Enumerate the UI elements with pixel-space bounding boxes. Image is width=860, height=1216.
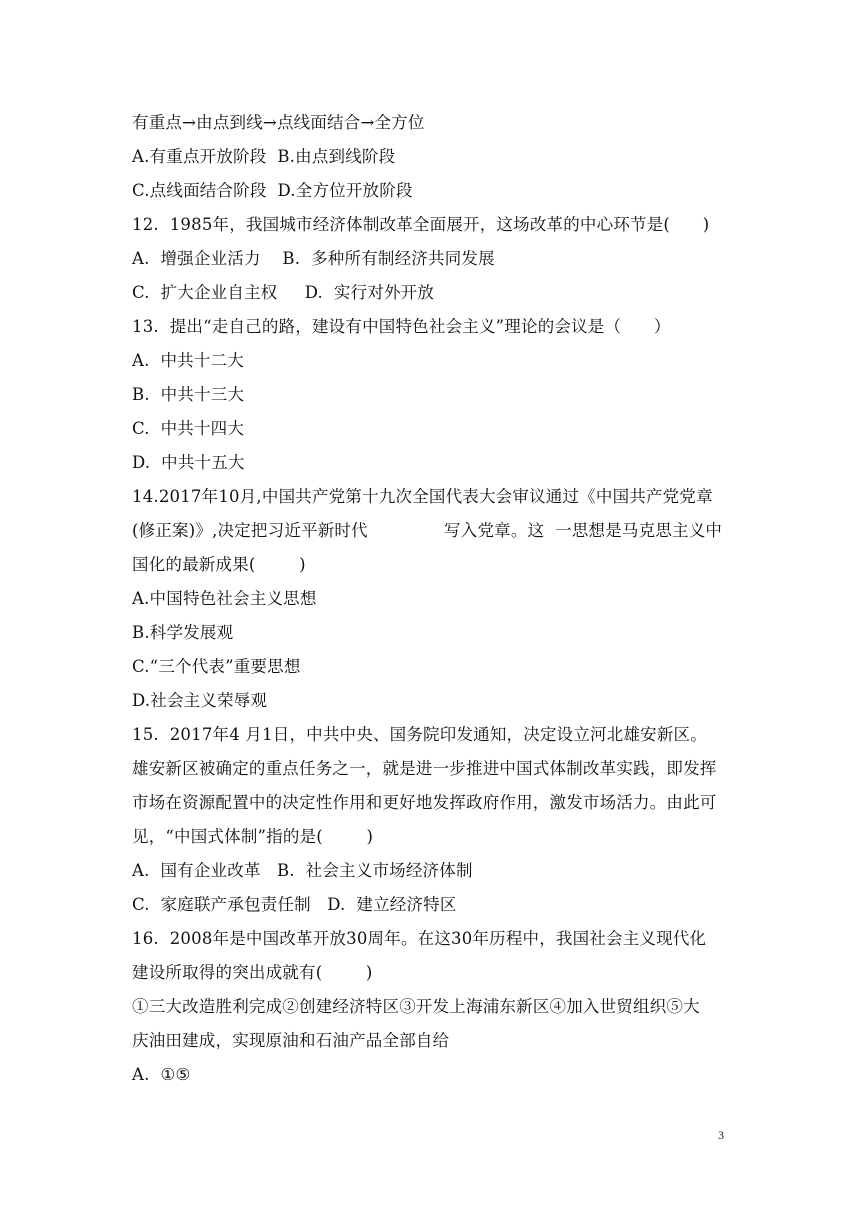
question-16: 16. 2008年是中国改革开放30周年。在这30年历程中，我国社会主义现代化 — [132, 929, 707, 948]
answer-option-c: C. 中共十四大 — [132, 419, 245, 438]
page-number: 3 — [718, 1128, 724, 1142]
question-15-continued: 见，“中国式体制”指的是( ) — [132, 827, 374, 846]
question-12: 12. 1985年，我国城市经济体制改革全面展开，这场改革的中心环节是( ) — [132, 215, 710, 234]
answer-option-d: D.社会主义荣辱观 — [132, 691, 268, 710]
answer-option-line: C.点线面结合阶段 D.全方位开放阶段 — [132, 181, 413, 200]
question-13: 13. 提出“走自己的路，建设有中国特色社会主义”理论的会议是（ ） — [132, 317, 671, 336]
question-16-items: 庆油田建成，实现原油和石油产品全部自给 — [132, 1031, 450, 1050]
answer-option-line: A.有重点开放阶段 B.由点到线阶段 — [132, 147, 396, 166]
answer-option-line: C. 扩大企业自主权 D. 实行对外开放 — [132, 283, 435, 302]
answer-option-a: A. ①⑤ — [132, 1065, 191, 1084]
document-body — [132, 106, 732, 1092]
question-14-continued: 国化的最新成果( ) — [132, 555, 306, 574]
answer-option-b: B. 中共十三大 — [132, 385, 245, 404]
question-15-continued: 雄安新区被确定的重点任务之一，就是进一步推进中国式体制改革实践，即发挥 — [132, 759, 717, 778]
question-16-continued: 建设所取得的突出成就有( ) — [132, 963, 373, 982]
answer-option-b: B.科学发展观 — [132, 623, 234, 642]
answer-option-line: A. 增强企业活力 B. 多种所有制经济共同发展 — [132, 249, 495, 268]
answer-option-a: A.中国特色社会主义思想 — [132, 589, 317, 608]
question-14: 14.2017年10月,中国共产党第十九次全国代表大会审议通过《中国共产党党章 — [132, 487, 713, 506]
answer-option-line: A. 国有企业改革 B. 社会主义市场经济体制 — [132, 861, 473, 880]
answer-option-line: C. 家庭联产承包责任制 D. 建立经济特区 — [132, 895, 457, 914]
answer-option-c: C.“三个代表”重要思想 — [132, 657, 301, 676]
answer-option-d: D. 中共十五大 — [132, 453, 245, 472]
question-15: 15. 2017年4 月1日，中共中央、国务院印发通知，决定设立河北雄安新区。 — [132, 725, 707, 744]
question-14-continued: (修正案)》,决定把习近平新时代 写入党章。这 一思想是马克思主义中 — [132, 521, 723, 540]
question-16-items: ①三大改造胜利完成②创建经济特区③开发上海浦东新区④加入世贸组织⑤大 — [132, 997, 700, 1016]
answer-option-a: A. 中共十二大 — [132, 351, 244, 370]
question-15-continued: 市场在资源配置中的决定性作用和更好地发挥政府作用，激发市场活力。由此可 — [132, 793, 717, 812]
text-line: 有重点→由点到线→点线面结合→全方位 — [132, 113, 425, 132]
